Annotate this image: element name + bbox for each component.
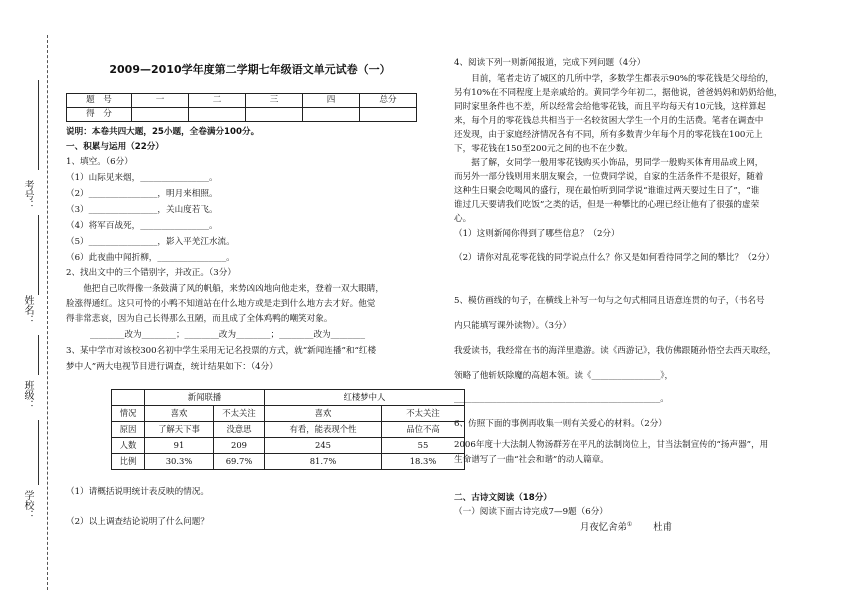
stat-cell: 不太关注 [382,406,465,422]
stat-cell: 81.7% [265,454,382,470]
binding-dashed-line [47,35,48,590]
q1-item[interactable]: （1）山际见来烟，________________。 [66,173,218,183]
stat-cell: 245 [265,438,382,454]
instructions: 说明：本卷共四大题，25小题，全卷满分100分。 [66,127,260,137]
q6-example-line: 生命谱写了一曲“社会和谐”的动人篇章。 [454,455,609,465]
q5-answer-line[interactable]: ________________________________________________。 [454,394,669,404]
score-head-cell: 一 [132,94,189,108]
q2-answer-blanks[interactable]: ________改为________；________改为________；________改为________ [90,330,366,340]
score-head-cell: 三 [246,94,303,108]
question-4: 4、阅读下列一则新闻报道，完成下列问题（4分） [454,58,646,68]
stat-cell: 人数 [112,438,145,454]
news-line: 心。 [454,214,472,224]
name-line[interactable] [38,215,39,295]
news-line: 这种生日聚会吃喝风的盛行，现在最怕听到同学说“谁谁过两天要过生日了”，“谁 [454,186,760,196]
section-2-heading: 二、古诗文阅读（18分） [454,493,552,503]
q6-example-line: 2006年度十大法制人物汤群芳在平凡的法制岗位上，甘当法制宣传的“扬声器”，用 [454,440,769,450]
q5-text-line[interactable]: 领略了他斩妖除魔的高超本领。读《________________》， [454,371,674,381]
q1-item[interactable]: （3）________________，关山度若飞。 [66,205,218,215]
question-5: 5、模仿画线的句子，在横线上补写一句与之句式相同且语意连贯的句子，（书名号 [454,296,765,306]
section-1-heading: 一、积累与运用（22分） [66,142,164,152]
school-line[interactable] [38,420,39,485]
stat-cell: 209 [214,438,265,454]
news-line: 还发现，由于家庭经济情况各有不同，所有多数青少年每个月的零花钱在100元上 [454,130,763,140]
question-6: 6、仿照下面的事例再收集一则有关爱心的材料。（2分） [454,419,667,429]
score-input-cell[interactable] [360,108,417,122]
question-1: 1、填空。（6分） [66,157,133,167]
q2-passage-line: 得非常悲哀，因为自己长得那么丑陋，而且成了全体鸡鸭的嘲笑对象。 [66,314,333,324]
stat-cell: 有看，能表现个性 [265,422,382,438]
question-2: 2、找出文中的三个错别字，并改正。（3分） [66,268,236,278]
stat-cell: 喜欢 [265,406,382,422]
stat-header-news: 新闻联播 [145,390,265,406]
score-input-cell[interactable] [303,108,360,122]
side-label-school: 学校： [22,490,33,520]
stat-cell: 不太关注 [214,406,265,422]
news-line: 另有10%在不同程度上是亲戚给的。黄同学今年初二，据他说，爸爸妈妈和奶奶给他， [454,88,783,98]
section-2-sub: （一）阅读下面古诗完成7—9题（6分） [454,507,608,517]
side-label-class: 班级： [22,380,33,410]
news-line: 来，每个月的零花钱总共相当于一名较贫困大学生一个月的生活费。笔者在调查中 [454,116,764,126]
stat-cell: 比例 [112,454,145,470]
score-table [66,93,417,122]
stat-cell: 品位不高 [382,422,465,438]
stat-cell: 情况 [112,406,145,422]
stat-cell: 没意思 [214,422,265,438]
stat-header-drama: 红楼梦中人 [265,390,465,406]
q2-passage-line: 他把自己吹得像一条鼓满了风的帆船，来势凶凶地向他走来，登着一双大眼睛， [66,284,384,294]
poem-author: 杜甫 [653,522,673,534]
side-label-name: 姓名： [22,295,33,325]
score-label-cell: 得 分 [67,108,132,122]
score-input-cell[interactable] [189,108,246,122]
q1-item[interactable]: （5）________________，影入平羌江水流。 [66,237,235,247]
score-head-cell: 总分 [360,94,417,108]
question-5-cont: 内只能填写课外读物）。（3分） [454,321,572,331]
page-title: 2009—2010学年度第二学期七年级语文单元试卷（一） [109,63,391,76]
news-line: 下，零花钱在150至200元之间的也不在少数。 [454,144,633,154]
q1-item[interactable]: （4）将军百战死，________________。 [66,221,218,231]
stat-cell: 69.7% [214,454,265,470]
class-line[interactable] [38,335,39,375]
score-head-cell: 四 [303,94,360,108]
news-line: 而另外一部分钱则用来朋友聚会，一位费同学说，自家的生活条件不是很好，随着 [454,172,764,182]
q1-item[interactable]: （6）此夜曲中闻折柳，________________。 [66,253,235,263]
stat-cell: 喜欢 [145,406,214,422]
q1-item[interactable]: （2）________________，明月来相照。 [66,189,218,199]
news-line: 目前，笔者走访了城区的几所中学，多数学生都表示90%的零花钱是父母给的， [454,74,774,84]
stat-cell [112,390,145,406]
side-label-exam-no: 考号： [22,180,33,210]
stat-cell: 原因 [112,422,145,438]
stat-cell: 55 [382,438,465,454]
poem-title: 月夜忆舍弟 [580,522,627,534]
stat-cell: 18.3% [382,454,465,470]
q2-passage-line: 脸涨得通红。这只可怜的小鸭不知道站在什么地方或是走到什么地方去才好。他觉 [66,299,376,309]
score-head-cell: 二 [189,94,246,108]
stat-cell: 91 [145,438,214,454]
exam-no-line[interactable] [38,80,39,170]
news-line: 谁过几天要请我们吃饭”之类的话，但是一种攀比的心理已经让他有了很强的虚荣 [454,200,760,210]
question-3-2: （2）以上调查结论说明了什么问题？ [66,517,209,527]
question-3: 3、某中学市对该校300名初中学生采用无记名投票的方式，就“新闻连播”和“红楼 [66,346,377,356]
question-3-1: （1）请概括说明统计表反映的情况。 [66,487,209,497]
question-4-2: （2）请你对乱花零花钱的同学说点什么？你又是如何看待同学之间的攀比？（2分） [454,253,775,263]
survey-table [111,389,465,470]
poem-footnote-mark: ① [626,521,633,528]
q5-text-line: 我爱读书，我经常在书的海洋里遨游。读《西游记》，我仿佛跟随孙悟空去西天取经， [454,346,777,356]
score-input-cell[interactable] [132,108,189,122]
question-4-1: （1）这则新闻你得到了哪些信息？（2分） [454,229,620,239]
score-input-cell[interactable] [246,108,303,122]
score-head-cell: 题 号 [67,94,132,108]
poem-title-line [580,521,672,535]
news-line: 同时家里条件也不差，所以经常会给他零花钱，而且平均每天有10元钱，这样算起 [454,102,766,112]
question-3-cont: 梦中人”两大电视节目进行调查，统计结果如下：（4分） [66,362,278,372]
stat-cell: 了解天下事 [145,422,214,438]
stat-cell: 30.3% [145,454,214,470]
news-line: 据了解，女同学一般用零花钱购买小饰品，男同学一般购买体育用品或上网， [454,158,764,168]
